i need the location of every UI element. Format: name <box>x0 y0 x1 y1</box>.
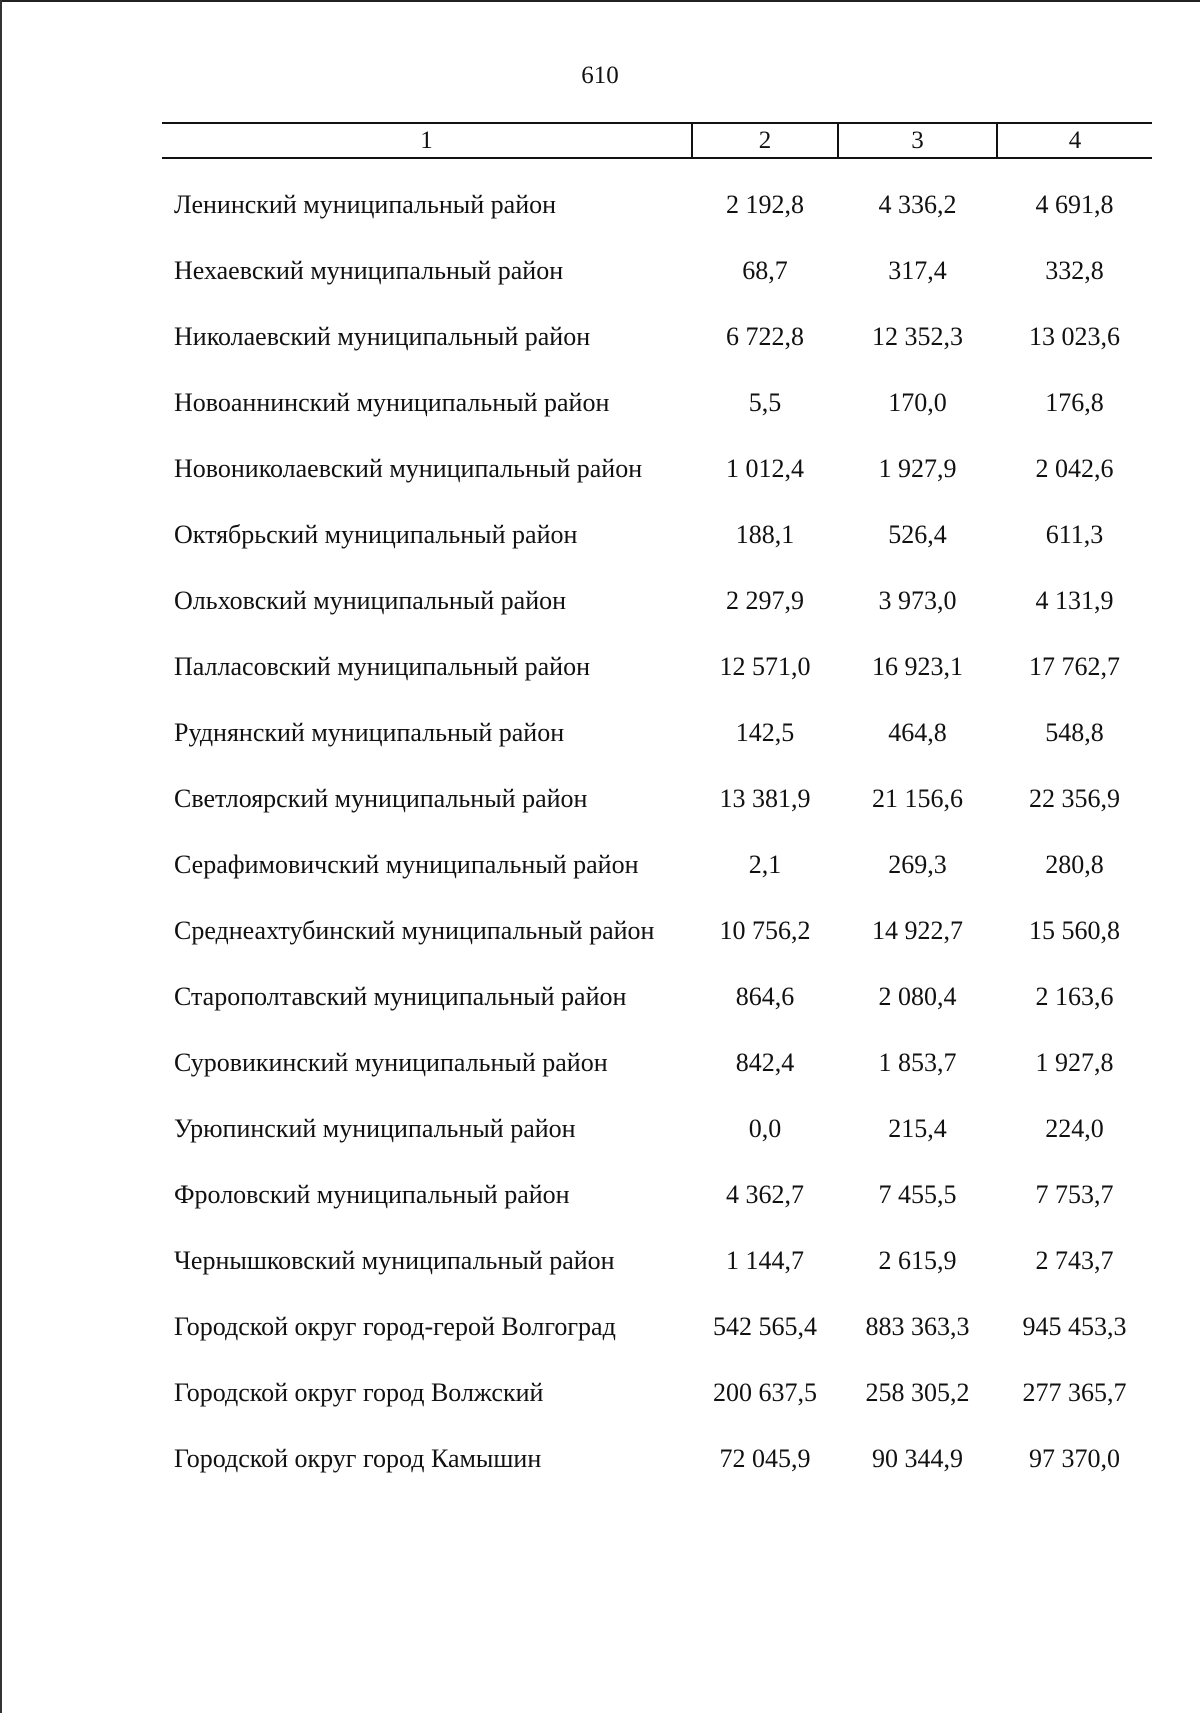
table-spacer <box>162 158 1152 173</box>
table-body <box>162 158 1152 1493</box>
table-row <box>162 1097 1152 1163</box>
row-name-cell: Городской округ город-герой Волгоград <box>174 1312 616 1341</box>
row-name-cell: Фроловский муниципальный район <box>174 1180 570 1209</box>
row-value-col2: 13 381,9 <box>719 784 811 813</box>
table-header-row <box>162 123 1152 158</box>
row-value-col4: 224,0 <box>1045 1114 1104 1143</box>
row-name-cell: Октябрьский муниципальный район <box>174 520 578 549</box>
row-value-col2: 2 297,9 <box>726 586 804 615</box>
row-name-cell: Серафимовичский муниципальный район <box>174 850 639 879</box>
row-name-cell: Николаевский муниципальный район <box>174 322 591 351</box>
table-row <box>162 1427 1152 1493</box>
row-value-col3: 2 080,4 <box>878 982 957 1011</box>
column-header-3: 3 <box>838 123 997 158</box>
row-value-col3: 269,3 <box>888 850 947 879</box>
row-value-col4: 277 365,7 <box>1022 1378 1127 1407</box>
table-row <box>162 1229 1152 1295</box>
row-name-cell: Чернышковский муниципальный район <box>174 1246 615 1275</box>
row-name-cell: Урюпинский муниципальный район <box>174 1114 576 1143</box>
row-value-col4: 7 753,7 <box>1035 1180 1114 1209</box>
row-value-col3: 21 156,6 <box>872 784 963 813</box>
table-row <box>162 437 1152 503</box>
row-name-cell: Среднеахтубинский муниципальный район <box>174 916 655 945</box>
row-value-col4: 2 743,7 <box>1035 1246 1114 1275</box>
row-value-col3: 258 305,2 <box>865 1378 970 1407</box>
row-value-col2: 142,5 <box>735 718 795 747</box>
row-value-col2: 1 012,4 <box>726 454 804 483</box>
spacer-cell <box>162 158 1152 173</box>
row-name-cell: Городской округ город Камышин <box>174 1444 542 1473</box>
row-name-cell: Нехаевский муниципальный район <box>174 256 564 285</box>
row-value-col3: 883 363,3 <box>865 1312 970 1341</box>
row-value-col4: 4 131,9 <box>1035 586 1114 615</box>
row-value-col3: 12 352,3 <box>872 322 963 351</box>
table-row <box>162 635 1152 701</box>
row-value-col3: 464,8 <box>888 718 947 747</box>
row-value-col2: 0,0 <box>748 1114 782 1143</box>
row-value-col2: 2,1 <box>748 850 782 879</box>
table-row <box>162 569 1152 635</box>
scan-border-top <box>0 0 1200 2</box>
table-row <box>162 503 1152 569</box>
row-name-cell: Палласовский муниципальный район <box>174 652 590 681</box>
table-row <box>162 1031 1152 1097</box>
row-name-cell: Новониколаевский муниципальный район <box>174 454 643 483</box>
row-name-cell: Суровикинский муниципальный район <box>174 1048 608 1077</box>
row-value-col4: 17 762,7 <box>1029 652 1120 681</box>
column-header-1: 1 <box>162 123 692 158</box>
row-value-col3: 215,4 <box>888 1114 947 1143</box>
row-value-col2: 72 045,9 <box>719 1444 811 1473</box>
table-row <box>162 701 1152 767</box>
row-name-cell: Новоаннинский муниципальный район <box>174 388 610 417</box>
row-value-col2: 2 192,8 <box>726 190 804 219</box>
row-value-col4: 280,8 <box>1045 850 1104 879</box>
row-value-col2: 12 571,0 <box>719 652 811 681</box>
row-value-col4: 176,8 <box>1045 388 1104 417</box>
row-value-col3: 317,4 <box>888 256 947 285</box>
row-value-col3: 170,0 <box>888 388 947 417</box>
table-row <box>162 305 1152 371</box>
row-value-col2: 188,1 <box>735 520 795 549</box>
row-value-col4: 13 023,6 <box>1029 322 1120 351</box>
table-row <box>162 899 1152 965</box>
table-row <box>162 965 1152 1031</box>
row-value-col3: 1 853,7 <box>878 1048 957 1077</box>
row-name-cell: Светлоярский муниципальный район <box>174 784 588 813</box>
table-row <box>162 1295 1152 1361</box>
data-table <box>162 122 1152 1493</box>
column-header-2: 2 <box>692 123 838 158</box>
table-row <box>162 173 1152 239</box>
row-value-col3: 7 455,5 <box>878 1180 957 1209</box>
table-row <box>162 833 1152 899</box>
table-row <box>162 767 1152 833</box>
row-value-col3: 3 973,0 <box>878 586 957 615</box>
row-value-col2: 10 756,2 <box>719 916 811 945</box>
table-row <box>162 371 1152 437</box>
table-row <box>162 1361 1152 1427</box>
row-value-col4: 1 927,8 <box>1035 1048 1114 1077</box>
row-value-col3: 16 923,1 <box>872 652 963 681</box>
row-value-col3: 526,4 <box>888 520 947 549</box>
row-value-col4: 611,3 <box>1045 520 1104 549</box>
row-value-col4: 2 042,6 <box>1035 454 1114 483</box>
row-value-col4: 22 356,9 <box>1029 784 1120 813</box>
row-name-cell: Ольховский муниципальный район <box>174 586 567 615</box>
table-row <box>162 239 1152 305</box>
row-value-col3: 1 927,9 <box>878 454 957 483</box>
table-header <box>162 123 1152 158</box>
table-row <box>162 1163 1152 1229</box>
row-name-cell: Руднянский муниципальный район <box>174 718 565 747</box>
row-value-col4: 945 453,3 <box>1022 1312 1127 1341</box>
page-number: 610 <box>581 62 619 89</box>
row-value-col4: 97 370,0 <box>1029 1444 1120 1473</box>
row-value-col4: 332,8 <box>1045 256 1104 285</box>
row-value-col2: 864,6 <box>735 982 795 1011</box>
row-value-col3: 4 336,2 <box>878 190 957 219</box>
row-value-col4: 15 560,8 <box>1029 916 1120 945</box>
row-name-cell: Ленинский муниципальный район <box>174 190 557 219</box>
row-value-col4: 2 163,6 <box>1035 982 1114 1011</box>
row-value-col3: 2 615,9 <box>878 1246 957 1275</box>
row-value-col2: 542 565,4 <box>713 1312 817 1341</box>
row-name-cell: Городской округ город Волжский <box>174 1378 544 1407</box>
row-name-cell: Старополтавский муниципальный район <box>174 982 627 1011</box>
row-value-col2: 4 362,7 <box>726 1180 804 1209</box>
row-value-col2: 200 637,5 <box>713 1378 817 1407</box>
row-value-col3: 90 344,9 <box>872 1444 963 1473</box>
row-value-col4: 548,8 <box>1045 718 1104 747</box>
row-value-col3: 14 922,7 <box>872 916 963 945</box>
row-value-col2: 1 144,7 <box>726 1246 804 1275</box>
row-value-col2: 5,5 <box>748 388 782 417</box>
row-value-col2: 6 722,8 <box>726 322 804 351</box>
scan-border-left <box>0 0 2 1713</box>
row-value-col2: 842,4 <box>735 1048 795 1077</box>
row-value-col4: 4 691,8 <box>1035 190 1114 219</box>
column-header-4: 4 <box>997 123 1152 158</box>
row-value-col2: 68,7 <box>742 256 788 285</box>
